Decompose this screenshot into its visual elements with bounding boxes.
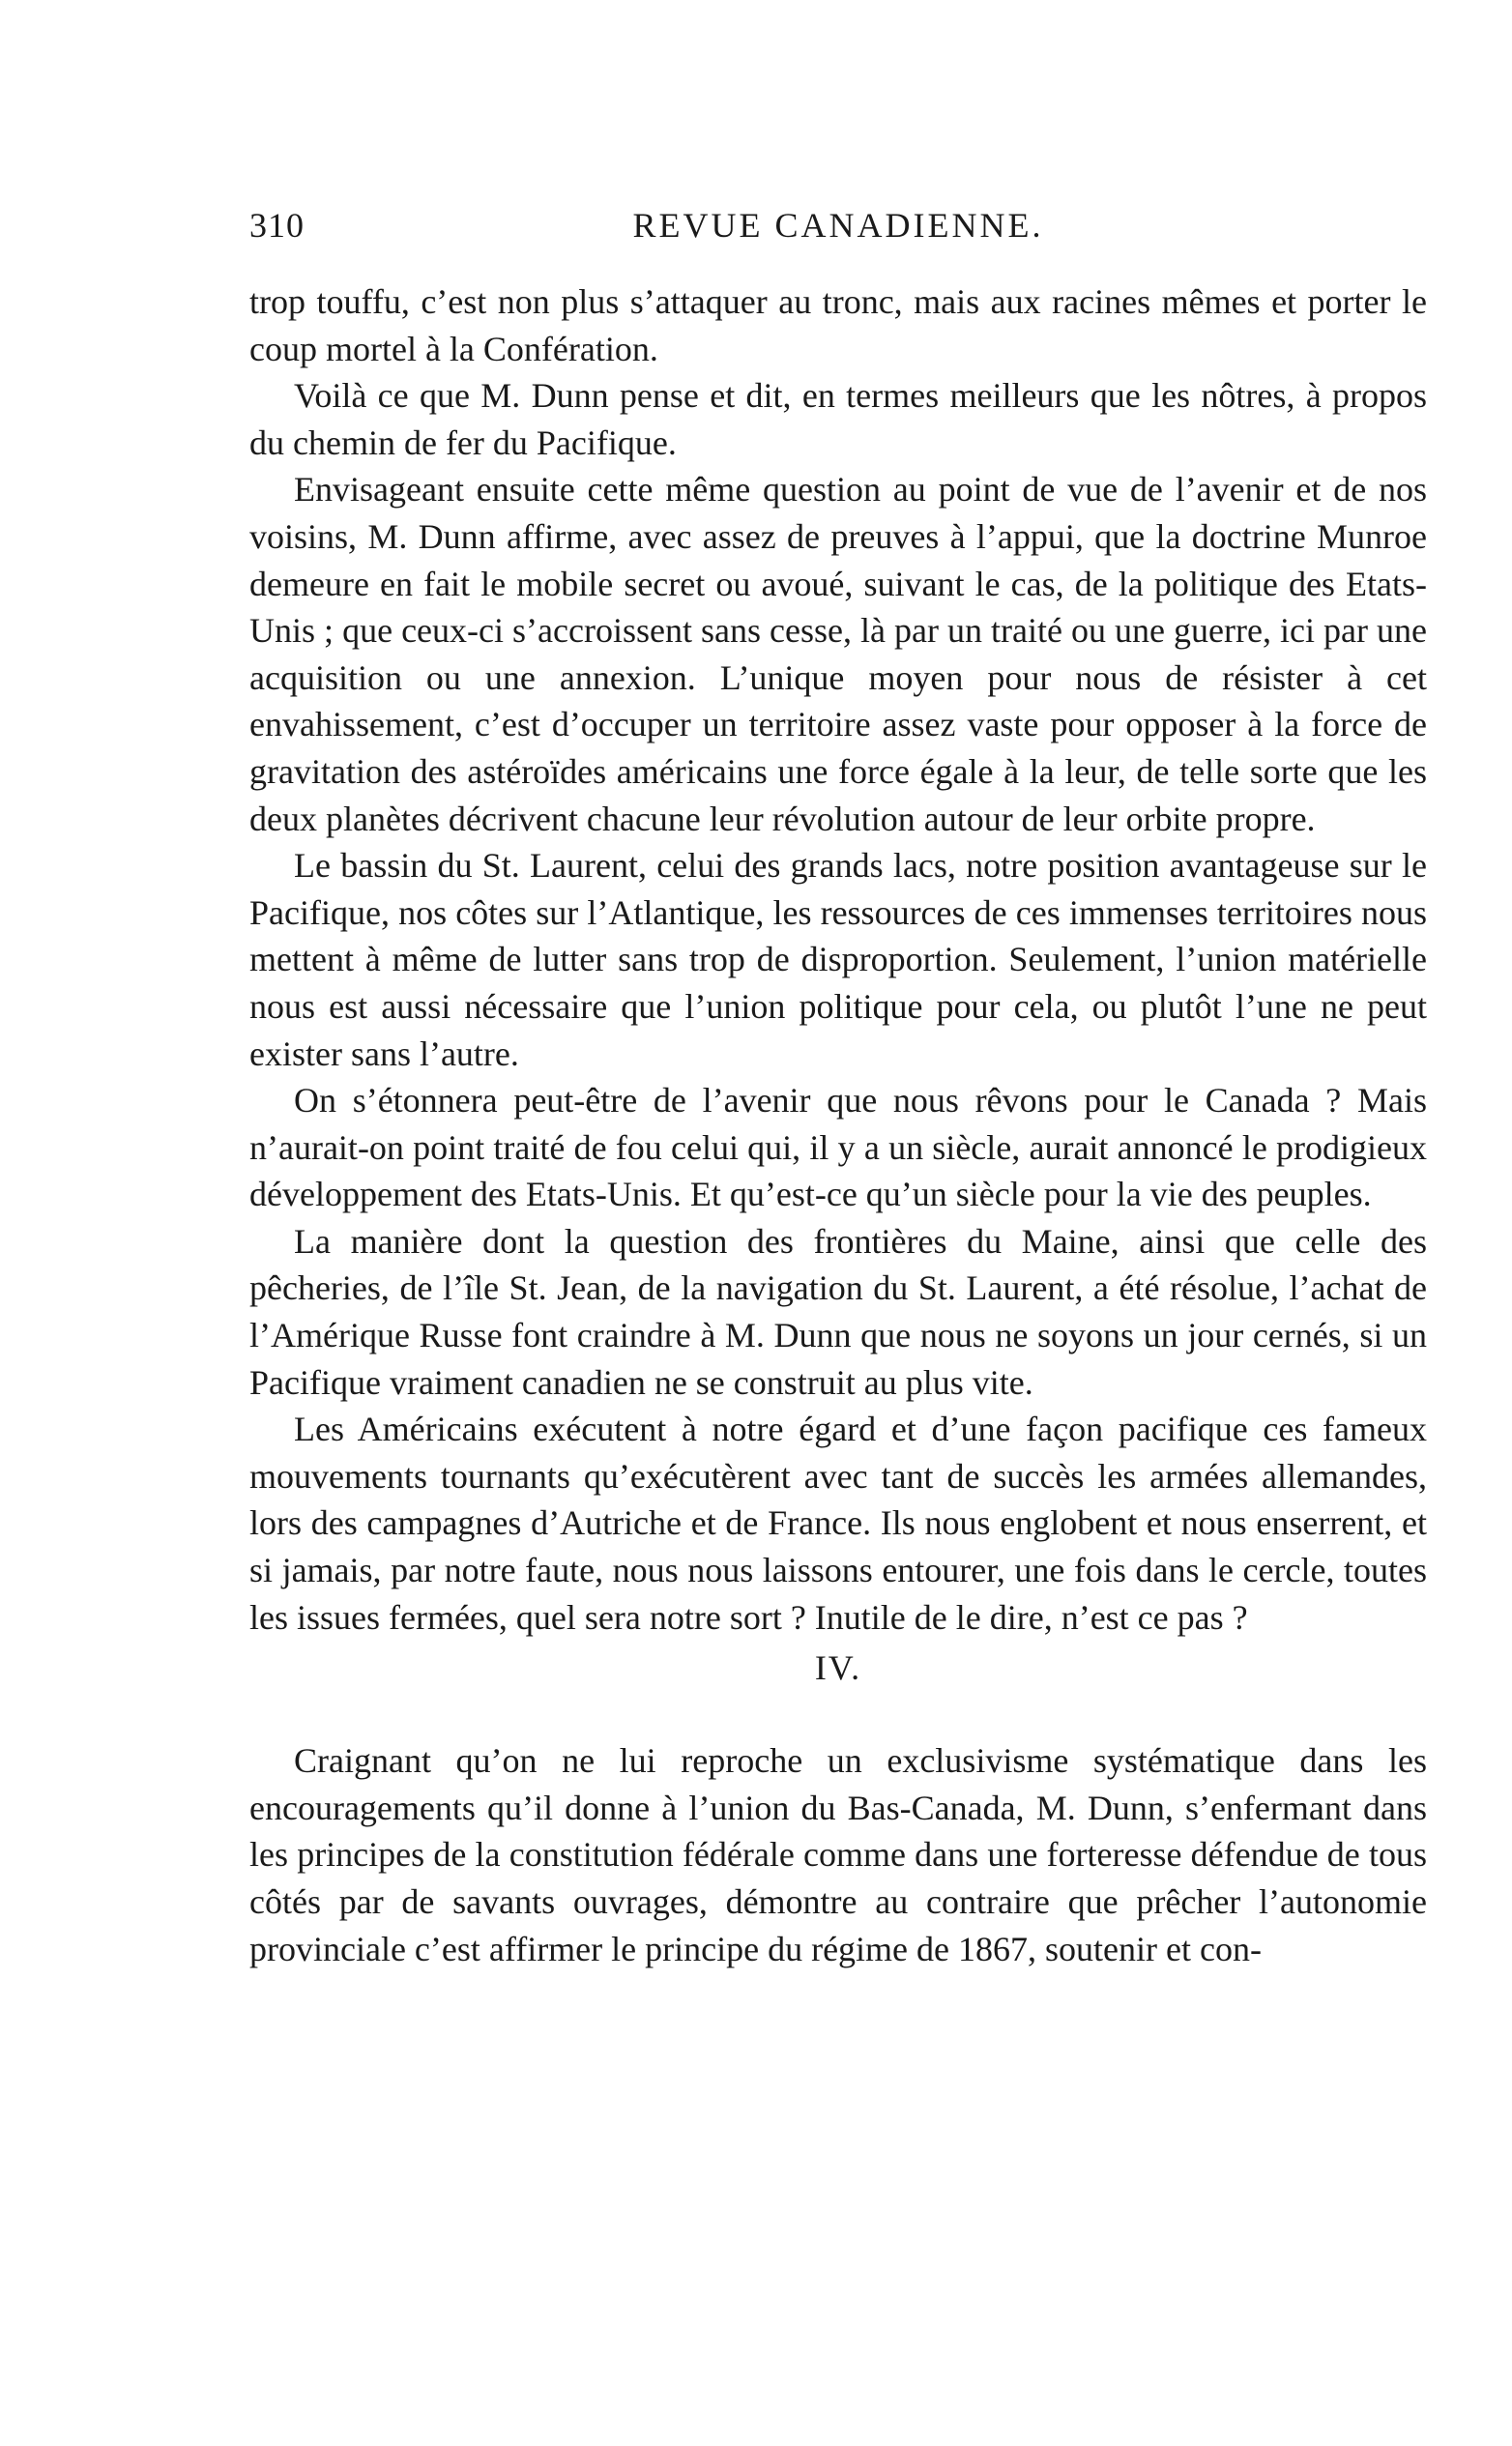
running-title: REVUE CANADIENNE. [632,206,1044,245]
paragraph: Les Américains exécutent à notre égard et d’une façon pacifique ces fameux mouvements tournants qu’exécutèrent avec tant de succès les armées allemandes, lors des campagnes d’Autriche et de France. Ils nous englobent et nous enserrent, et si jamais, par notre faute, nous nous laissons entourer, une fois dans le cercle, toutes les issues fermées, quel sera notre sort ? Inutile de le dire, n’est ce pas ? [249,1410,1427,1637]
paragraph: trop touffu, c’est non plus s’attaquer au tronc, mais aux racines mêmes et porter le coup mortel à la Confération. [249,282,1427,368]
paragraph: Le bassin du St. Laurent, celui des grands lacs, notre position avantageuse sur le Pacifique, nos côtes sur l’Atlantique, les ressources de ces immenses territoires nous mettent à même de lutter sans trop de disproportion. Seulement, l’union matérielle nous est aussi nécessaire que l’union politique pour cela, ou plutôt l’une ne peut exister sans l’autre. [249,846,1427,1073]
paragraph: Craignant qu’on ne lui reproche un exclusivisme systématique dans les encouragements qu’il donne à l’union du Bas-Canada, M. Dunn, s’enfermant dans les principes de la constitution fédérale comme dans une forteresse défendue de tous côtés par de savants ouvrages, démontre au contraire que prêcher l’autonomie provinciale c’est affirmer le principe du régime de 1867, soutenir et con- [249,1741,1427,1968]
page-number: 310 [249,206,305,245]
section-heading: IV. [814,1648,862,1688]
paragraph: Voilà ce que M. Dunn pense et dit, en termes meilleurs que les nôtres, à propos du chemin de fer du Pacifique. [249,376,1427,462]
paragraph: Envisageant ensuite cette même question au point de vue de l’avenir et de nos voisins, M. Dunn affirme, avec assez de preuves à l’appui, que la doctrine Munroe demeure en fait le mobile secret ou avoué, suivant le cas, de la politique des Etats-Unis ; que ceux-ci s’accroissent sans cesse, là par un traité ou une guerre, ici par une acquisition ou une annexion. L’unique moyen pour nous de résister à cet envahissement, c’est d’occuper un territoire assez vaste pour opposer à la force de gravitation des astéroïdes américains une force égale à la leur, de telle sorte que les deux planètes décrivent chacune leur révolution autour de leur orbite propre. [249,470,1427,838]
paragraph: La manière dont la question des frontières du Maine, ainsi que celle des pêcheries, de l’île St. Jean, de la navigation du St. Laurent, a été résolue, l’achat de l’Amérique Russe font craindre à M. Dunn que nous ne soyons un jour cernés, si un Pacifique vraiment canadien ne se construit au plus vite. [249,1221,1427,1402]
page-header [249,205,1427,253]
paragraph: On s’étonnera peut-être de l’avenir que nous rêvons pour le Canada ? Mais n’aurait-on point traité de fou celui qui, il y a un siècle, aurait annoncé le prodigieux développement des Etats-Unis. Et qu’est-ce qu’un siècle pour la vie des peuples. [249,1081,1427,1214]
body-text [249,278,1427,1972]
